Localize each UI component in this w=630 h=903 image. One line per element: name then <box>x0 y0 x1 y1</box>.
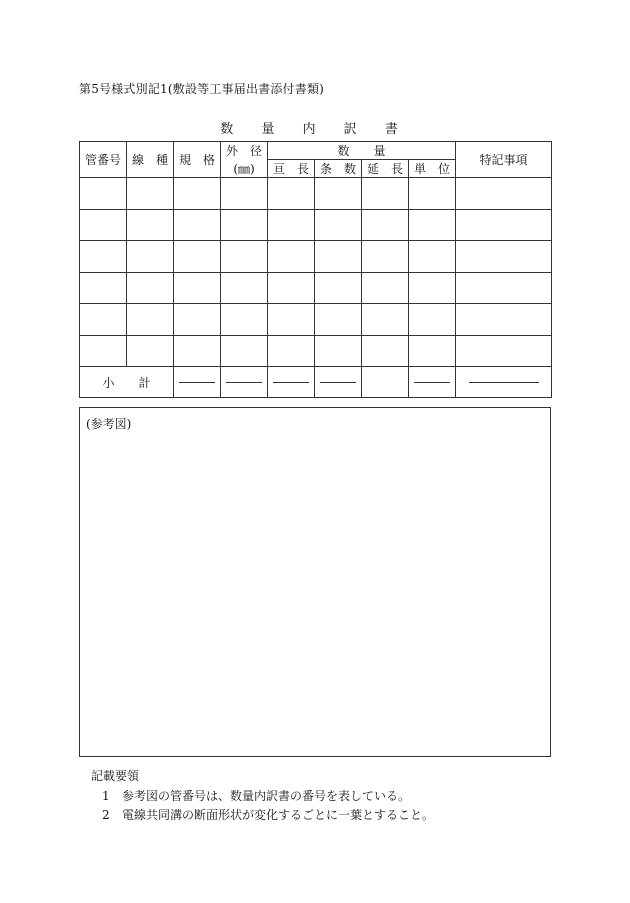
table-row <box>80 335 552 367</box>
subtotal-cell-unit <box>409 367 456 398</box>
subtotal-label: 小 計 <box>80 367 174 398</box>
table-cell[interactable] <box>268 209 315 241</box>
table-cell[interactable] <box>362 304 409 336</box>
note-item <box>102 787 410 804</box>
header-spec: 規 格 <box>174 142 221 178</box>
subtotal-row <box>80 367 552 398</box>
table-cell[interactable] <box>127 335 174 367</box>
table-cell[interactable] <box>174 241 221 273</box>
table-cell[interactable] <box>409 178 456 210</box>
header-count: 条 数 <box>315 160 362 178</box>
table-cell[interactable] <box>174 272 221 304</box>
reference-label: (参考図) <box>86 417 132 431</box>
table-cell[interactable] <box>268 304 315 336</box>
table-cell[interactable] <box>268 241 315 273</box>
table-row <box>80 209 552 241</box>
table-cell[interactable] <box>80 178 127 210</box>
subtotal-cell-extended <box>362 367 409 398</box>
quantity-breakdown-table <box>79 141 552 398</box>
table-row <box>80 304 552 336</box>
note-number: 1 <box>102 789 110 803</box>
table-cell[interactable] <box>174 209 221 241</box>
header-outer-diameter: 外 径 <box>221 142 268 160</box>
table-cell[interactable] <box>409 241 456 273</box>
table-cell[interactable] <box>315 241 362 273</box>
table-cell[interactable] <box>456 241 552 273</box>
header-extended-length: 延 長 <box>362 160 409 178</box>
table-cell[interactable] <box>456 272 552 304</box>
table-cell[interactable] <box>315 209 362 241</box>
table-cell[interactable] <box>221 209 268 241</box>
note-item <box>102 806 434 823</box>
table-cell[interactable] <box>80 209 127 241</box>
table-cell[interactable] <box>362 335 409 367</box>
header-pipe-number: 管番号 <box>80 142 127 178</box>
document-title: 数 量 内 訳 書 <box>220 122 410 137</box>
header-span-length: 亘 長 <box>268 160 315 178</box>
table-cell[interactable] <box>268 178 315 210</box>
table-cell[interactable] <box>409 304 456 336</box>
header-notes: 特記事項 <box>456 142 552 178</box>
subtotal-cell-notes <box>456 367 552 398</box>
subtotal-cell-diameter <box>221 367 268 398</box>
table-cell[interactable] <box>456 178 552 210</box>
table-cell[interactable] <box>80 304 127 336</box>
table-cell[interactable] <box>409 209 456 241</box>
table-cell[interactable] <box>409 272 456 304</box>
table-cell[interactable] <box>127 304 174 336</box>
table-cell[interactable] <box>127 209 174 241</box>
header-line-type: 線 種 <box>127 142 174 178</box>
table-row <box>80 241 552 273</box>
table-row <box>80 178 552 210</box>
form-identifier: 第5号様式別記1(敷設等工事届出書添付書類) <box>79 82 325 96</box>
table-cell[interactable] <box>221 178 268 210</box>
table-cell[interactable] <box>456 209 552 241</box>
table-cell[interactable] <box>362 178 409 210</box>
table-cell[interactable] <box>456 335 552 367</box>
table-cell[interactable] <box>409 335 456 367</box>
note-text: 電線共同溝の断面形状が変化するごとに一葉とすること。 <box>122 808 435 822</box>
notes-title: 記載要領 <box>91 769 140 783</box>
note-number: 2 <box>102 808 110 822</box>
subtotal-cell-spec <box>174 367 221 398</box>
table-cell[interactable] <box>174 304 221 336</box>
table-cell[interactable] <box>221 335 268 367</box>
table-header-row <box>80 142 552 160</box>
table-cell[interactable] <box>174 178 221 210</box>
table-cell[interactable] <box>174 335 221 367</box>
table-cell[interactable] <box>362 272 409 304</box>
subtotal-cell-span <box>268 367 315 398</box>
reference-drawing-box <box>79 407 551 757</box>
table-cell[interactable] <box>127 272 174 304</box>
table-cell[interactable] <box>268 272 315 304</box>
table-cell[interactable] <box>315 178 362 210</box>
table-cell[interactable] <box>315 272 362 304</box>
header-outer-diameter-unit: (㎜) <box>221 160 268 178</box>
table-cell[interactable] <box>221 241 268 273</box>
table-cell[interactable] <box>268 335 315 367</box>
table-cell[interactable] <box>127 178 174 210</box>
header-quantity: 数 量 <box>268 142 456 160</box>
table-cell[interactable] <box>315 304 362 336</box>
table-body <box>80 178 552 367</box>
note-text: 参考図の管番号は、数量内訳書の番号を表している。 <box>122 789 411 803</box>
table-cell[interactable] <box>221 304 268 336</box>
table-cell[interactable] <box>221 272 268 304</box>
table-cell[interactable] <box>456 304 552 336</box>
table-cell[interactable] <box>127 241 174 273</box>
subtotal-cell-count <box>315 367 362 398</box>
header-unit: 単 位 <box>409 160 456 178</box>
table-cell[interactable] <box>80 241 127 273</box>
table-cell[interactable] <box>80 272 127 304</box>
table-row <box>80 272 552 304</box>
table-cell[interactable] <box>315 335 362 367</box>
table-cell[interactable] <box>362 209 409 241</box>
table-cell[interactable] <box>80 335 127 367</box>
table-cell[interactable] <box>362 241 409 273</box>
